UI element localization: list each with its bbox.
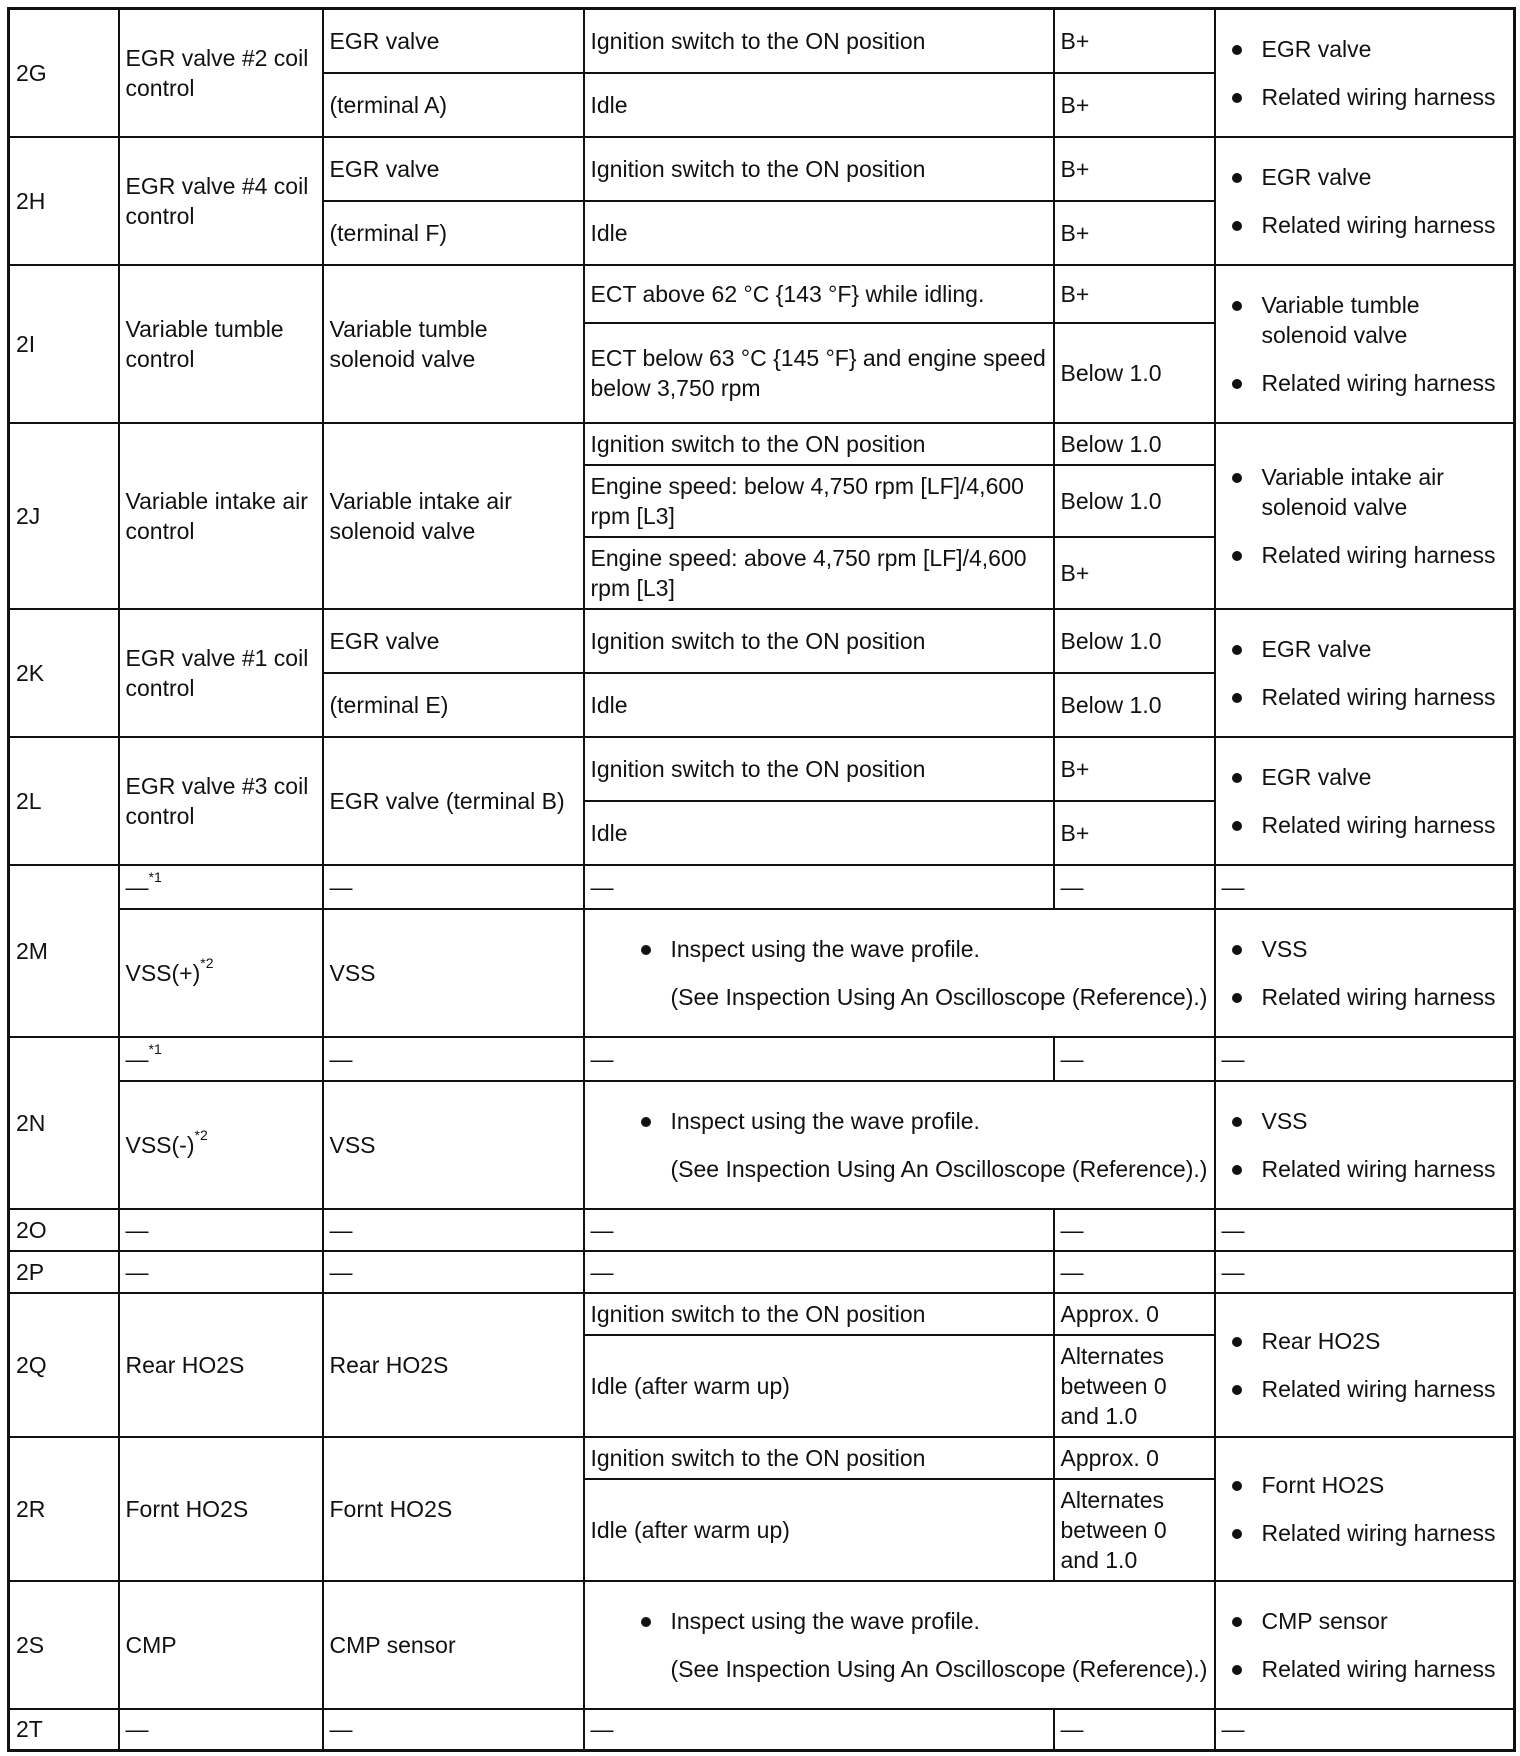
- signal-cell: EGR valve #3 coil control: [119, 737, 323, 865]
- action-cell: —: [1215, 1251, 1515, 1293]
- list-item: Rear HO2S: [1262, 1326, 1508, 1356]
- action-cell: [1215, 423, 1515, 609]
- signal-cell: [119, 865, 323, 909]
- test-condition-cell: Idle (after warm up): [584, 1335, 1054, 1437]
- list-item: Variable tumble solenoid valve: [1262, 290, 1508, 350]
- voltage-cell: Alternates between 0 and 1.0: [1054, 1335, 1215, 1437]
- test-condition-cell: Ignition switch to the ON position: [584, 737, 1054, 801]
- list-item: EGR valve: [1262, 762, 1508, 792]
- voltage-cell: —: [1054, 1209, 1215, 1251]
- signal-cell: EGR valve #1 coil control: [119, 609, 323, 737]
- voltage-cell: —: [1054, 1709, 1215, 1751]
- connected-to-cell: Variable intake air solenoid valve: [323, 423, 584, 609]
- connected-to-cell: Rear HO2S: [323, 1293, 584, 1437]
- terminal-cell: 2N: [9, 1037, 119, 1209]
- terminal-cell: 2R: [9, 1437, 119, 1581]
- connected-to-cell: (terminal E): [323, 673, 584, 737]
- connected-to-cell: EGR valve (terminal B): [323, 737, 584, 865]
- action-cell: —: [1215, 1709, 1515, 1751]
- test-condition-cell: —: [584, 865, 1054, 909]
- test-condition-cell: Ignition switch to the ON position: [584, 423, 1054, 465]
- table-row: [9, 1709, 1515, 1751]
- connected-to-cell: —: [323, 1209, 584, 1251]
- inspection-note-cell: [584, 909, 1215, 1037]
- voltage-cell: Approx. 0: [1054, 1293, 1215, 1335]
- action-cell: [1215, 1293, 1515, 1437]
- voltage-cell: Alternates between 0 and 1.0: [1054, 1479, 1215, 1581]
- connected-to-cell: Variable tumble solenoid valve: [323, 265, 584, 423]
- table-row: [9, 9, 1515, 73]
- list-item: Related wiring harness: [1262, 1654, 1508, 1684]
- voltage-cell: B+: [1054, 201, 1215, 265]
- table-row: [9, 1251, 1515, 1293]
- action-cell: [1215, 137, 1515, 265]
- test-condition-cell: —: [584, 1709, 1054, 1751]
- list-item: CMP sensor: [1262, 1606, 1508, 1636]
- table-row: [9, 1581, 1515, 1709]
- action-cell: [1215, 609, 1515, 737]
- inspection-note-cell: [584, 1581, 1215, 1709]
- test-condition-cell: —: [584, 1209, 1054, 1251]
- terminal-cell: 2K: [9, 609, 119, 737]
- connected-to-cell: Fornt HO2S: [323, 1437, 584, 1581]
- terminal-voltage-table: [7, 7, 1516, 1752]
- signal-cell: [119, 909, 323, 1037]
- connected-to-cell: CMP sensor: [323, 1581, 584, 1709]
- voltage-cell: —: [1054, 865, 1215, 909]
- connected-to-cell: VSS: [323, 909, 584, 1037]
- action-cell: [1215, 9, 1515, 137]
- oscilloscope-reference: (See Inspection Using An Oscilloscope (Reference).): [670, 1655, 1208, 1682]
- table-row: [9, 137, 1515, 201]
- action-cell: [1215, 909, 1515, 1037]
- action-cell: —: [1215, 865, 1515, 909]
- connected-to-cell: —: [323, 1709, 584, 1751]
- table-row: [9, 1293, 1515, 1335]
- voltage-cell: B+: [1054, 9, 1215, 73]
- list-item: Related wiring harness: [1262, 1374, 1508, 1404]
- dash-text: —: [125, 1045, 149, 1072]
- action-cell: [1215, 265, 1515, 423]
- list-item: Related wiring harness: [1262, 682, 1508, 712]
- voltage-cell: Approx. 0: [1054, 1437, 1215, 1479]
- signal-cell: Variable tumble control: [119, 265, 323, 423]
- terminal-voltage-table-page: [7, 7, 1513, 1752]
- test-condition-cell: Ignition switch to the ON position: [584, 1437, 1054, 1479]
- test-condition-cell: ECT below 63 °C {145 °F} and engine speed below 3,750 rpm: [584, 323, 1054, 423]
- voltage-cell: B+: [1054, 801, 1215, 865]
- terminal-cell: 2M: [9, 865, 119, 1037]
- connected-to-cell: (terminal A): [323, 73, 584, 137]
- voltage-cell: B+: [1054, 137, 1215, 201]
- test-condition-cell: ECT above 62 °C {143 °F} while idling.: [584, 265, 1054, 323]
- list-item: Related wiring harness: [1262, 810, 1508, 840]
- test-condition-cell: Ignition switch to the ON position: [584, 609, 1054, 673]
- list-item: VSS: [1262, 934, 1508, 964]
- connected-to-cell: (terminal F): [323, 201, 584, 265]
- table-row: [9, 609, 1515, 673]
- test-condition-cell: Idle: [584, 801, 1054, 865]
- connected-to-cell: —: [323, 865, 584, 909]
- table-row: [9, 1437, 1515, 1479]
- list-item: Related wiring harness: [1262, 1154, 1508, 1184]
- signal-cell: EGR valve #2 coil control: [119, 9, 323, 137]
- table-row: [9, 265, 1515, 323]
- footnote-marker: *2: [200, 954, 214, 971]
- terminal-cell: 2O: [9, 1209, 119, 1251]
- voltage-cell: Below 1.0: [1054, 323, 1215, 423]
- list-item: Related wiring harness: [1262, 82, 1508, 112]
- voltage-cell: Below 1.0: [1054, 673, 1215, 737]
- terminal-cell: 2T: [9, 1709, 119, 1751]
- test-condition-cell: —: [584, 1037, 1054, 1081]
- test-condition-cell: Ignition switch to the ON position: [584, 137, 1054, 201]
- test-condition-cell: Idle (after warm up): [584, 1479, 1054, 1581]
- test-condition-cell: —: [584, 1251, 1054, 1293]
- action-cell: [1215, 1081, 1515, 1209]
- terminal-cell: 2L: [9, 737, 119, 865]
- test-condition-cell: Idle: [584, 673, 1054, 737]
- signal-cell: —: [119, 1209, 323, 1251]
- list-item: Inspect using the wave profile.: [671, 934, 1208, 964]
- footnote-marker: *1: [148, 1040, 162, 1057]
- list-item: Inspect using the wave profile.: [671, 1106, 1208, 1136]
- voltage-cell: —: [1054, 1037, 1215, 1081]
- terminal-cell: 2Q: [9, 1293, 119, 1437]
- voltage-cell: B+: [1054, 537, 1215, 609]
- signal-cell: CMP: [119, 1581, 323, 1709]
- connected-to-cell: —: [323, 1251, 584, 1293]
- voltage-cell: —: [1054, 1251, 1215, 1293]
- terminal-cell: 2P: [9, 1251, 119, 1293]
- voltage-cell: B+: [1054, 265, 1215, 323]
- terminal-cell: 2J: [9, 423, 119, 609]
- terminal-cell: 2H: [9, 137, 119, 265]
- voltage-cell: Below 1.0: [1054, 609, 1215, 673]
- list-item: EGR valve: [1262, 634, 1508, 664]
- list-item: Fornt HO2S: [1262, 1470, 1508, 1500]
- voltage-cell: B+: [1054, 737, 1215, 801]
- list-item: Related wiring harness: [1262, 368, 1508, 398]
- signal-text: VSS(+): [125, 959, 201, 986]
- test-condition-cell: Idle: [584, 201, 1054, 265]
- signal-cell: —: [119, 1251, 323, 1293]
- voltage-cell: B+: [1054, 73, 1215, 137]
- test-condition-cell: Ignition switch to the ON position: [584, 1293, 1054, 1335]
- signal-cell: Variable intake air control: [119, 423, 323, 609]
- action-cell: —: [1215, 1037, 1515, 1081]
- signal-text: VSS(-): [125, 1131, 195, 1158]
- list-item: Related wiring harness: [1262, 1518, 1508, 1548]
- connected-to-cell: EGR valve: [323, 9, 584, 73]
- table-row: [9, 909, 1515, 1037]
- connected-to-cell: EGR valve: [323, 609, 584, 673]
- action-cell: [1215, 737, 1515, 865]
- table-row: [9, 1081, 1515, 1209]
- list-item: VSS: [1262, 1106, 1508, 1136]
- list-item: Variable intake air solenoid valve: [1262, 462, 1508, 522]
- oscilloscope-reference: (See Inspection Using An Oscilloscope (Reference).): [670, 1155, 1208, 1182]
- dash-text: —: [125, 873, 149, 900]
- test-condition-cell: Ignition switch to the ON position: [584, 9, 1054, 73]
- voltage-cell: Below 1.0: [1054, 423, 1215, 465]
- action-cell: —: [1215, 1209, 1515, 1251]
- connected-to-cell: EGR valve: [323, 137, 584, 201]
- connected-to-cell: —: [323, 1037, 584, 1081]
- oscilloscope-reference: (See Inspection Using An Oscilloscope (Reference).): [670, 983, 1208, 1010]
- list-item: Related wiring harness: [1262, 210, 1508, 240]
- signal-cell: Rear HO2S: [119, 1293, 323, 1437]
- list-item: Related wiring harness: [1262, 540, 1508, 570]
- action-cell: [1215, 1581, 1515, 1709]
- terminal-cell: 2I: [9, 265, 119, 423]
- test-condition-cell: Engine speed: below 4,750 rpm [LF]/4,600 rpm [L3]: [584, 465, 1054, 537]
- list-item: Inspect using the wave profile.: [671, 1606, 1208, 1636]
- footnote-marker: *2: [194, 1126, 208, 1143]
- terminal-cell: 2G: [9, 9, 119, 137]
- test-condition-cell: Engine speed: above 4,750 rpm [LF]/4,600 rpm [L3]: [584, 537, 1054, 609]
- signal-cell: —: [119, 1709, 323, 1751]
- table-row: [9, 1037, 1515, 1081]
- footnote-marker: *1: [148, 868, 162, 885]
- table-row: [9, 737, 1515, 801]
- list-item: EGR valve: [1262, 34, 1508, 64]
- list-item: Related wiring harness: [1262, 982, 1508, 1012]
- list-item: EGR valve: [1262, 162, 1508, 192]
- signal-cell: Fornt HO2S: [119, 1437, 323, 1581]
- test-condition-cell: Idle: [584, 73, 1054, 137]
- voltage-cell: Below 1.0: [1054, 465, 1215, 537]
- inspection-note-cell: [584, 1081, 1215, 1209]
- signal-cell: EGR valve #4 coil control: [119, 137, 323, 265]
- table-row: [9, 423, 1515, 465]
- connected-to-cell: VSS: [323, 1081, 584, 1209]
- signal-cell: [119, 1081, 323, 1209]
- table-row: [9, 1209, 1515, 1251]
- terminal-cell: 2S: [9, 1581, 119, 1709]
- table-row: [9, 865, 1515, 909]
- action-cell: [1215, 1437, 1515, 1581]
- signal-cell: [119, 1037, 323, 1081]
